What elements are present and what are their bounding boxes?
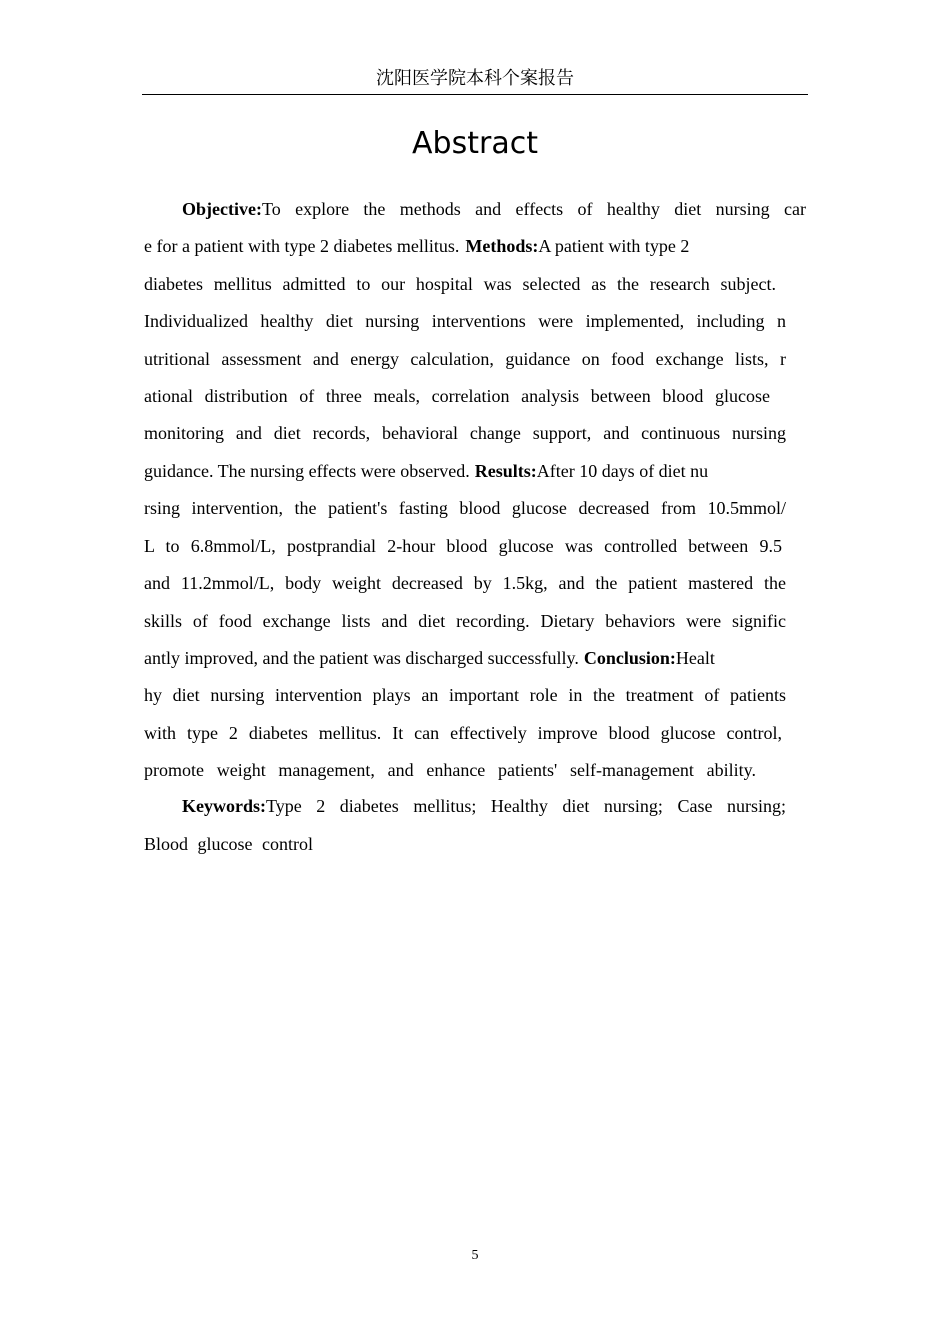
header-divider	[142, 94, 808, 95]
abstract-line-7	[144, 421, 786, 445]
keywords-label: Keywords:	[182, 796, 266, 816]
abstract-text: L to 6.8mmol/L, postprandial 2-hour blood glucose was controlled between 9.5	[144, 536, 782, 556]
abstract-text: monitoring and diet records, behavioral change support, and continuous nursing	[144, 423, 786, 443]
abstract-line-11	[144, 571, 786, 595]
abstract-line-4	[144, 309, 786, 333]
abstract-text: utritional assessment and energy calculation, guidance on food exchange lists, r	[144, 349, 786, 369]
abstract-text: hy diet nursing intervention plays an important role in the treatment of patients	[144, 685, 786, 705]
abstract-line-12	[144, 609, 786, 633]
keywords-line-1	[182, 794, 786, 818]
objective-text-cont: e for a patient with type 2 diabetes mellitus.	[144, 236, 460, 256]
objective-label: Objective:	[182, 199, 262, 219]
abstract-line-8	[144, 459, 786, 483]
abstract-text: with type 2 diabetes mellitus. It can effectively improve blood glucose control,	[144, 723, 782, 743]
abstract-text: promote weight management, and enhance patients' self-management ability.	[144, 760, 756, 780]
abstract-text: guidance. The nursing effects were observed.	[144, 461, 470, 481]
page-number: 5	[471, 1248, 479, 1263]
keywords-text: Type 2 diabetes mellitus; Healthy diet nursing; Case nursing;	[266, 796, 786, 816]
abstract-line-6	[144, 384, 770, 408]
abstract-text: skills of food exchange lists and diet recording. Dietary behaviors were signific	[144, 611, 786, 631]
conclusion-text: Healt	[675, 648, 715, 668]
abstract-line-1	[182, 197, 806, 221]
methods-text: A patient with type 2	[538, 236, 690, 256]
abstract-line-3	[144, 272, 776, 296]
abstract-line-9	[144, 496, 786, 520]
conclusion-label: Conclusion:	[583, 648, 676, 668]
abstract-text: diabetes mellitus admitted to our hospital was selected as the research subject.	[144, 274, 776, 294]
abstract-text: rsing intervention, the patient's fasting blood glucose decreased from 10.5mmol/	[144, 498, 786, 518]
abstract-text: ational distribution of three meals, correlation analysis between blood glucose	[144, 386, 770, 406]
abstract-line-15	[144, 721, 782, 745]
page-header: 沈阳医学院本科个案报告	[376, 68, 574, 89]
methods-label: Methods:	[465, 236, 539, 256]
abstract-line-5	[144, 347, 786, 371]
abstract-line-14	[144, 683, 786, 707]
objective-text: To explore the methods and effects of healthy diet nursing car	[261, 199, 806, 219]
abstract-line-10	[144, 534, 782, 558]
page-title: Abstract	[412, 126, 538, 161]
results-label: Results:	[474, 461, 537, 481]
abstract-line-13	[144, 646, 786, 670]
results-text: After 10 days of diet nu	[536, 461, 709, 481]
keywords-text-cont: Blood glucose control	[144, 834, 313, 854]
abstract-line-16	[144, 758, 756, 782]
abstract-line-2	[144, 234, 774, 258]
keywords-line-2	[144, 832, 444, 856]
abstract-text: and 11.2mmol/L, body weight decreased by 1.5kg, and the patient mastered the	[144, 573, 786, 593]
abstract-text: antly improved, and the patient was discharged successfully.	[144, 648, 579, 668]
abstract-text: Individualized healthy diet nursing interventions were implemented, including n	[144, 311, 786, 331]
